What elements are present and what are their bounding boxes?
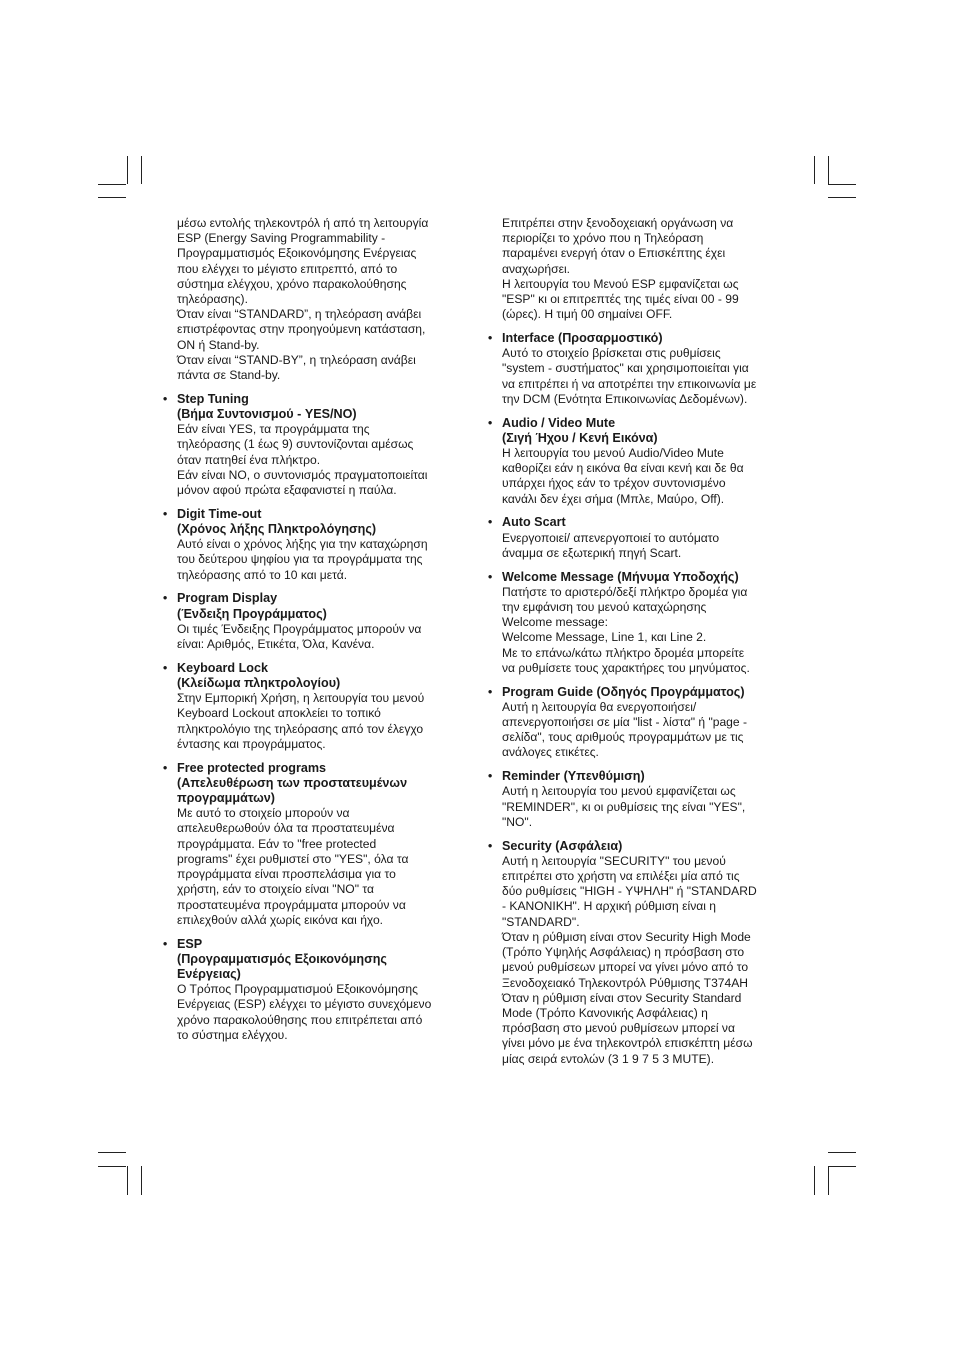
body-line: Mode (Τρόπο Κανονικής Ασφάλειας) η (502, 1005, 708, 1020)
body-line: Αυτή η λειτουργία του μενού εμφανίζεται ως (502, 784, 736, 799)
body-line: επιλεχθούν αλλά χωρίς εικόνα και ήχο. (177, 912, 384, 927)
body-line: (Τρόπο Υψηλής Ασφάλειας) η πρόσβαση στο (502, 945, 745, 960)
crop-mark (814, 1166, 815, 1195)
body-line: πληκτρολόγιο της τηλεόρασης από τον έλεγχο (177, 721, 424, 736)
body-line: Ξενοδοχειακό Τηλεκοντρόλ Ρύθμισης T374AH (502, 975, 749, 990)
body-line: Όταν η ρύθμιση είναι στον Security Standard (502, 990, 742, 1005)
body-line: χρήστη, εάν το στοιχείο είναι "NO" τα (177, 882, 374, 897)
body-line: - ΚΑΝΟΝΙΚΗ". Η αρχική ρύθμιση είναι η (502, 899, 717, 914)
section-subtitle: (Ένδειξη Προγράμματος) (177, 606, 327, 621)
section-esp (163, 936, 473, 1043)
right-column (488, 216, 798, 1067)
text-line: αναχωρήσει. (502, 261, 571, 276)
section-subtitle: (Βήμα Συντονισμού - YES/NO) (177, 407, 357, 422)
body-line: μόνον αφού πρώτα εξαφανιστεί η παύλα. (177, 483, 397, 498)
body-line: καθορίζει εάν η εικόνα θα είναι κενή και δε θα (502, 461, 744, 476)
crop-mark (828, 1166, 829, 1195)
section-subtitle: (Κλείδωμα πληκτρολογίου) (177, 676, 341, 691)
body-line: Οι τιμές Ένδειξης Προγράμματος μπορούν να (177, 621, 422, 636)
text-line: επιστρέφοντας στην προηγούμενη κατάσταση, (177, 322, 426, 337)
body-line: Ενέργειας (ESP) ελέγχει το μέγιστο συνεχόμενο (177, 997, 432, 1012)
section-title: Program Guide (Οδηγός Προγράμματος) (502, 684, 745, 699)
body-line: Αυτό είναι ο χρόνος λήξης για την καταχώρηση (177, 537, 428, 552)
body-line: Ο Τρόπος Προγραμματισμού Εξοικονόμησης (177, 982, 418, 997)
crop-mark (828, 184, 856, 185)
body-line: Αυτή η λειτουργία θα ενεργοποιήσει/ (502, 699, 697, 714)
bullet-icon: • (163, 391, 168, 406)
text-line: μέσω εντολής τηλεκοντρόλ ή από τη λειτουργία (177, 216, 429, 230)
body-line: Όταν η ρύθμιση είναι στον Security High Mode (502, 929, 751, 944)
body-line: όταν πατηθεί ένα πλήκτρο. (177, 452, 321, 467)
text-line: Επιτρέπει στην ξενοδοχειακή οργάνωση να (502, 216, 734, 230)
body-line: Με το επάνω/κάτω πλήκτρο δρομέα μπορείτε (502, 645, 745, 660)
section-auto-scart (488, 515, 798, 561)
body-line: τηλεόρασης από το 10 και μετά. (177, 567, 348, 582)
crop-mark (828, 197, 856, 198)
bullet-icon: • (488, 769, 493, 784)
body-line: απελευθερωθούν όλα τα προστατευμένα (177, 821, 395, 836)
crop-mark (98, 184, 126, 185)
body-line: Η λειτουργία του μενού Audio/Video Mute (502, 446, 724, 461)
section-program-guide (488, 684, 798, 761)
body-line: σελίδα", τους αριθμούς προγραμμάτων με τις (502, 730, 744, 745)
text-line: ON ή Stand-by. (177, 337, 260, 352)
body-line: "STANDARD". (502, 914, 580, 929)
crop-mark (98, 1152, 126, 1153)
section-title: Auto Scart (502, 515, 566, 530)
body-line: είναι: Αριθμός, Ετικέτα, Όλα, Κανένα. (177, 637, 375, 652)
body-line: Keyboard Lockout αποκλείει το τοπικό (177, 706, 381, 721)
section-title: Welcome Message (Μήνυμα Υποδοχής) (502, 569, 739, 584)
crop-mark (98, 1166, 126, 1167)
body-line: δύο ρυθμίσεις "HIGH - ΥΨΗΛΗ" ή "STANDARD (502, 884, 757, 899)
section-title: Free protected programs (177, 760, 327, 775)
text-line: τηλεόρασης). (177, 292, 248, 307)
section-subtitle: (Σιγή Ήχου / Κενή Εικόνα) (502, 430, 658, 445)
text-line: Όταν είναι “STANDARD”, η τηλεόραση ανάβει (177, 307, 422, 322)
body-line: γίνει μόνο με ένα τηλεκοντρόλ επισκέπτη μέσω (502, 1036, 753, 1051)
section-subtitle: (Χρόνος λήξης Πληκτρολόγησης) (177, 522, 377, 537)
body-line: τηλεόρασης (1 έως 9) συντονίζονται αμέσως (177, 437, 414, 452)
bullet-icon: • (488, 415, 493, 430)
section-subtitle: (Απελευθέρωση των προστατευμένων (177, 775, 408, 790)
body-line: επιτρέπει στο χρήστη να επιλέξει μία από τις (502, 869, 740, 884)
body-line: την DCM (Ενότητα Επικοινωνίας Δεδομένων). (502, 391, 748, 406)
bullet-icon: • (163, 760, 168, 775)
body-line: άναμμα σε εξωτερική πηγή Scart. (502, 545, 682, 560)
body-line: Welcome message: (502, 615, 608, 630)
crop-mark (141, 1166, 142, 1195)
crop-mark (98, 197, 126, 198)
text-line: περιορίζει το χρόνο που η Τηλεόραση (502, 231, 704, 246)
section-security (488, 838, 798, 1067)
body-line: Εάν είναι NO, ο συντονισμός πραγματοποιείται (177, 467, 428, 482)
body-line: πρόσβαση στο μενού ρυθμίσεων μπορεί να (502, 1021, 735, 1036)
section-title: Keyboard Lock (177, 660, 268, 675)
body-line: προστατευμένα προγράμματα μπορούν να (177, 897, 406, 912)
section-title: Program Display (177, 591, 278, 606)
crop-mark (828, 1166, 856, 1167)
text-line: πάντα σε Stand-by. (177, 368, 281, 383)
section-audio-video-mute (488, 415, 798, 507)
text-line: Η λειτουργία του Μενού ESP εμφανίζεται ως (502, 276, 739, 291)
crop-mark (828, 1152, 856, 1153)
section-step-tuning (163, 391, 473, 498)
body-line: προγράμματα είναι προσπελάσιμα για το (177, 867, 396, 882)
body-line: υπάρχει ήχος εάν το τρέχον συντονισμένο (502, 476, 726, 491)
body-line: Welcome Message, Line 1, και Line 2. (502, 630, 707, 645)
right-intro (502, 216, 798, 322)
body-line: Εάν είναι YES, τα προγράμματα της (177, 422, 370, 437)
section-title: Audio / Video Mute (502, 415, 616, 430)
section-welcome-message (488, 569, 798, 676)
body-line: κανάλι δεν έχει σήμα (Μπλε, Μαύρο, Off). (502, 491, 725, 506)
bullet-icon: • (163, 660, 168, 675)
body-line: χρόνο παρακολούθησης που επιτρέπεται από (177, 1012, 423, 1027)
crop-mark (127, 1166, 128, 1195)
body-line: "NO". (502, 814, 533, 829)
section-title: Security (Ασφάλεια) (502, 838, 623, 853)
body-line: Ενεργοποιεί/ απενεργοποιεί το αυτόματο (502, 530, 720, 545)
bullet-icon: • (488, 331, 493, 346)
crop-mark (814, 156, 815, 184)
section-title: Step Tuning (177, 391, 249, 406)
body-line: programs" έχει ρυθμιστεί στο "YES", όλα τα (177, 851, 409, 866)
text-line: σύστημα ελέγχου, χρόνο παρακολούθησης (177, 276, 407, 291)
section-subtitle: (Προγραμματισμός Εξοικονόμησης (177, 951, 387, 966)
section-subtitle: προγραμμάτων) (177, 791, 275, 806)
section-title: ESP (177, 936, 203, 951)
crop-mark (127, 156, 128, 184)
section-digit-timeout (163, 506, 473, 583)
body-line: Στην Εμπορική Χρήση, η λειτουργία του μενού (177, 691, 425, 706)
crop-mark (828, 156, 829, 184)
body-line: την εμφάνιση του μενού καταχώρησης (502, 600, 707, 615)
body-line: "system - συστήματος" και χρησιμοποιείται για (502, 361, 749, 376)
section-reminder (488, 769, 798, 830)
left-intro (177, 216, 473, 383)
text-line: που ελέγχει το μέγιστο επιτρεπτό, από το (177, 261, 398, 276)
body-line: "REMINDER", κι οι ρυθμίσεις της είναι "YES", (502, 799, 746, 814)
text-line: ESP (Energy Saving Programmability - (177, 231, 386, 246)
text-line: Προγραμματισμός Εξοικονόμησης Ενέργειας (177, 246, 417, 261)
body-line: μίας σειρά εντολών (3 1 9 7 5 3 MUTE). (502, 1051, 715, 1066)
bullet-icon: • (488, 515, 493, 530)
section-interface (488, 331, 798, 407)
body-line: Αυτή η λειτουργία "SECURITY" του μενού (502, 853, 726, 868)
text-line: Όταν είναι “STAND-BY”, η τηλεόραση ανάβει (177, 352, 416, 367)
body-line: να επιτρέπει ή να αποτρέπει την επικοινωνία με (502, 376, 757, 391)
section-keyboard-lock (163, 660, 473, 752)
section-title: Reminder (Υπενθύμιση) (502, 769, 645, 784)
body-line: Με αυτό το στοιχείο μπορούν να (177, 806, 350, 821)
body-line: Πατήστε το αριστερό/δεξί πλήκτρο δρομέα για (502, 584, 748, 599)
body-line: προγράμματα. Εάν το "free protected (177, 836, 377, 851)
text-line: παραμένει ενεργή όταν ο Επισκέπτης έχει (502, 246, 726, 261)
bullet-icon: • (163, 591, 168, 606)
body-line: Αυτό το στοιχείο βρίσκεται στις ρυθμίσεις (502, 346, 721, 361)
body-line: το σύστημα ελέγχου. (177, 1027, 288, 1042)
body-line: μενού ρυθμίσεων μπορεί να γίνει μόνο από το (502, 960, 749, 975)
bullet-icon: • (163, 506, 168, 521)
body-line: απενεργοποιήσει σε μία "list - λίστα" ή "page - (502, 715, 748, 730)
body-line: ανάλογες ετικέτες. (502, 745, 599, 760)
section-free-protected-programs (163, 760, 473, 928)
section-subtitle: Ενέργειας) (177, 966, 241, 981)
crop-mark (141, 156, 142, 184)
body-line: να ρυθμίσετε τους χαρακτήρες του μηνύματος. (502, 660, 750, 675)
section-program-display (163, 591, 473, 652)
section-title: Interface (Προσαρμοστικό) (502, 331, 663, 346)
bullet-icon: • (488, 684, 493, 699)
text-line: "ESP" κι οι επιτρεπτές της τιμές είναι 00 - 99 (502, 292, 739, 307)
text-line: (ώρες). Η τιμή 00 σημαίνει OFF. (502, 307, 673, 322)
bullet-icon: • (488, 838, 493, 853)
body-line: του δεύτερου ψηφίου για τα προγράμματα της (177, 552, 423, 567)
body-line: έντασης και προγράμματος. (177, 736, 326, 751)
section-title: Digit Time-out (177, 506, 262, 521)
bullet-icon: • (488, 569, 493, 584)
bullet-icon: • (163, 936, 168, 951)
left-column (163, 216, 473, 1043)
